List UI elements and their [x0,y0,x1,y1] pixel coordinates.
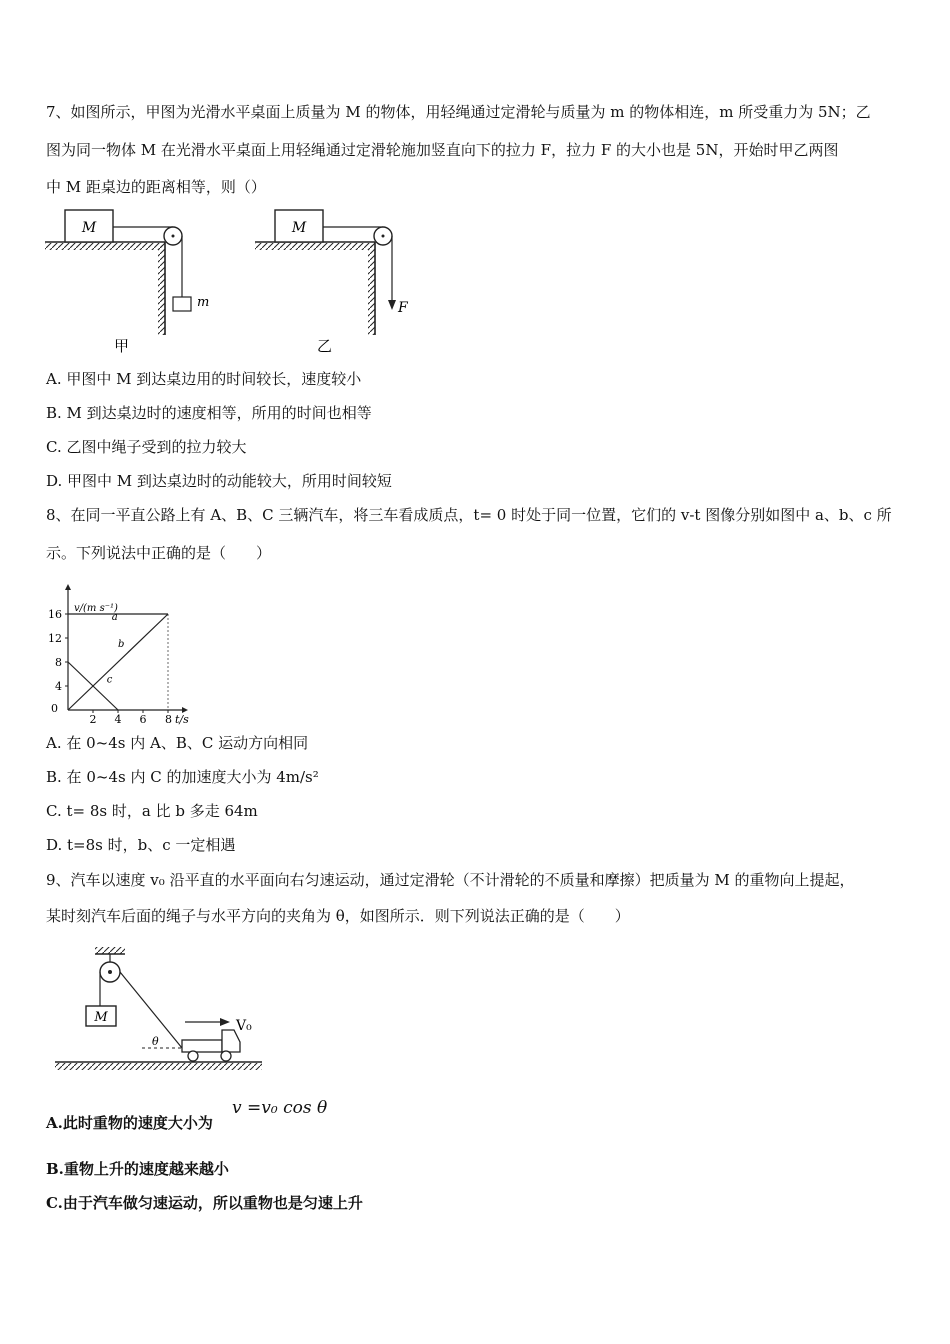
y-axis-arrow [65,584,71,590]
series-label-c: c [106,674,113,686]
x-tick-label: 2 [89,713,97,726]
force-label: F [398,300,408,316]
y-tick-label: 8 [55,656,62,669]
q8-option-c: C. t= 8s 时，a 比 b 多走 64m [46,802,258,820]
velocity-formula: v =v₀ cos θ [232,1098,328,1118]
q9-option-c: C.由于汽车做匀速运动，所以重物也是匀速上升 [46,1194,363,1212]
q8-option-b: B. 在 0~4s 内 C 的加速度大小为 4m/s² [46,768,319,786]
y-tick-label: 16 [48,608,62,621]
q7-option-a: A. 甲图中 M 到达桌边用的时间较长，速度较小 [46,370,362,388]
q7-figure [40,200,440,360]
block-m-right: M [291,220,307,236]
q9-figure [50,940,280,1075]
q7-option-c: C. 乙图中绳子受到的拉力较大 [46,438,247,456]
q9-line1: 9、汽车以速度 v₀ 沿平直的水平面向右匀速运动，通过定滑轮（不计滑轮的不质量和摩擦）把质量为 M 的重物向上提起， [46,871,855,889]
vt-chart [40,576,200,726]
q7-line3: 中 M 距桌边的距离相等，则（） [46,178,266,196]
series-label-b: b [118,639,125,650]
y-tick-label: 4 [55,680,62,693]
q9-option-b: B.重物上升的速度越来越小 [46,1160,229,1178]
origin-label: 0 [51,702,58,715]
q7-option-d: D. 甲图中 M 到达桌边时的动能较大，所用时间较短 [46,472,392,490]
q8-line1: 8、在同一平直公路上有 A、B、C 三辆汽车，将三车看成质点，t= 0 时处于同一位置，它们的 v-t 图像分别如图中 a、b、c 所 [46,506,892,524]
q8-option-a: A. 在 0~4s 内 A、B、C 运动方向相同 [46,734,309,752]
q8-option-d: D. t=8s 时，b、c 一定相遇 [46,836,236,854]
caption-jia: 甲 [114,337,130,355]
q8-line2: 示。下列说法中正确的是（ ） [46,544,272,562]
angle-label: θ [152,1035,159,1048]
q9-option-a: A.此时重物的速度大小为 [46,1114,213,1132]
x-tick-label: 4 [114,713,122,726]
block-m-left: M [81,220,97,236]
hanging-mass-label: m [197,295,210,310]
x-tick-label: 6 [139,713,147,726]
figure-yi [255,210,409,355]
q7-line1: 7、如图所示，甲图为光滑水平桌面上质量为 M 的物体，用轻绳通过定滑轮与质量为 m 的物体相连，m 所受重力为 5N；乙 [46,103,871,121]
mass-label: M [94,1010,108,1025]
q7-line2: 图为同一物体 M 在光滑水平桌面上用轻绳通过定滑轮施加竖直向下的拉力 F，拉力 F 的大小也是 5N，开始时甲乙两图 [46,141,839,159]
series-line-b [68,614,168,710]
y-tick-label: 12 [48,632,62,645]
caption-yi: 乙 [317,337,333,355]
q9-line2: 某时刻汽车后面的绳子与水平方向的夹角为 θ，如图所示．则下列说法正确的是（ ） [46,907,630,925]
q7-option-b: B. M 到达桌边时的速度相等，所用的时间也相等 [46,404,372,422]
x-tick-label: 8 [165,713,172,726]
y-axis-label: v/(m s⁻¹) [74,603,118,614]
x-axis-label: t/s [175,713,189,726]
figure-jia [45,210,209,355]
velocity-label: V₀ [236,1018,252,1034]
series-label-a: a [111,612,118,623]
